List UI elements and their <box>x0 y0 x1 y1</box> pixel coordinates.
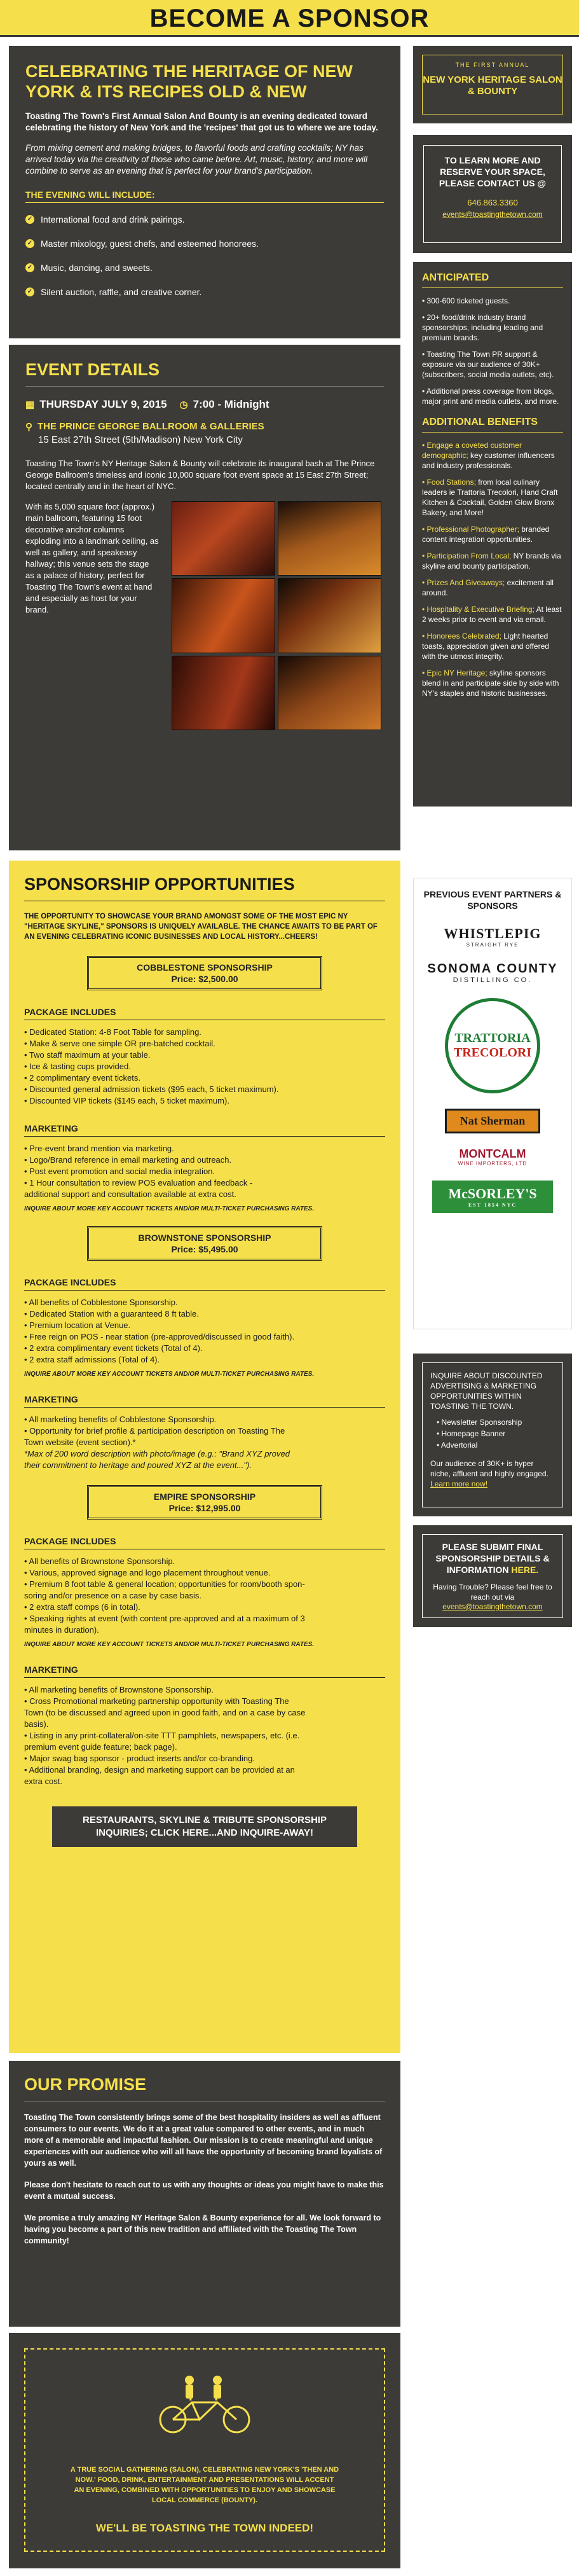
venue-row <box>25 501 384 730</box>
intro-bold-para: Toasting The Town's First Annual Salon And Bounty is an evening dedicated toward celebrating the history of New York and the 'recipes' that got us to where we are today. <box>25 111 378 132</box>
list-item: • Dedicated Station with a guaranteed 8 ft table. <box>24 1309 199 1319</box>
submit-details-box <box>413 1525 572 1627</box>
previous-partners-box <box>413 878 572 1329</box>
anticipated-heading: ANTICIPATED <box>422 272 563 288</box>
logo-title: NEW YORK HERITAGE SALON & BOUNTY <box>423 74 562 97</box>
list-item: • All marketing benefits of Cobblestone Sponsorship. <box>24 1415 217 1424</box>
promise-para: We promise a truly amazing NY Heritage Salon & Bounty experience for all. We look forward to having you become a part of this new tradition and affiliated with the Toasting The Town community! <box>24 2213 381 2245</box>
venue-photo <box>278 578 381 653</box>
list-item: • Ice & tasting cups provided. <box>24 1062 131 1071</box>
submit-text: Having Trouble? Please feel free to reach out via <box>433 1582 552 1602</box>
benefits-list <box>422 440 563 698</box>
event-logo <box>413 46 572 123</box>
venue-photo <box>172 578 275 653</box>
event-venue: ⚲ THE PRINCE GEORGE BALLROOM & GALLERIES <box>25 421 264 433</box>
learn-more-link[interactable]: Learn more now! <box>430 1479 488 1488</box>
list-item: • Premium 8 foot table & general location; opportunities for room/booth spon- <box>24 1579 305 1589</box>
list-item: • 2 extra staff comps (6 in total). <box>24 1602 140 1612</box>
list-item: • Participation From Local; NY brands via skyline and bounty participation. <box>422 551 561 571</box>
footer-box <box>24 2348 385 2552</box>
marketing-label: MARKETING <box>24 1394 385 1408</box>
list-item: • Professional Photographer; branded content integration opportunities. <box>422 525 550 544</box>
list-item: premium event guide feature; back page). <box>24 1742 177 1752</box>
event-details-heading: EVENT DETAILS <box>25 360 384 387</box>
list-item: • Pre-event brand mention via marketing. <box>24 1144 174 1153</box>
venue-photo-gallery <box>172 501 381 730</box>
list-item: • Speaking rights at event (with content pre-approved and at a maximum of 3 <box>24 1614 305 1623</box>
intro-section <box>9 46 400 338</box>
footer-tagline: WE'LL BE TOASTING THE TOWN INDEED! <box>95 2522 314 2534</box>
list-item: • Additional press coverage from blogs, major print and media outlets, and more. <box>422 387 559 406</box>
list-item: ✓ International food and drink pairings. <box>25 213 384 226</box>
list-item: • All marketing benefits of Brownstone Sponsorship. <box>24 1685 214 1694</box>
list-item: • 2 extra complimentary event tickets (Total of 4). <box>24 1343 203 1353</box>
montcalm-logo: MONTCALM WINE IMPORTERS, LTD <box>458 1147 528 1167</box>
submit-heading: PLEASE SUBMIT FINAL SPONSORSHIP DETAILS & INFORMATION HERE. <box>435 1542 550 1575</box>
list-item: ✓ Music, dancing, and sweets. <box>25 261 384 274</box>
list-item: ✓ Silent auction, raffle, and creative corner. <box>25 286 384 298</box>
sonoma-county-logo: SONOMA COUNTY DISTILLING CO. <box>427 962 558 984</box>
promise-section <box>9 2061 400 2327</box>
advertising-text: Our audience of 30K+ is hyper niche, affluent and highly engaged. Learn more now! <box>430 1459 548 1488</box>
promise-heading: OUR PROMISE <box>24 2075 385 2102</box>
list-item: • Epic NY Heritage; skyline sponsors blend in and participate side by side with NY's staples and historic businesses. <box>422 668 559 698</box>
marketing-label: MARKETING <box>24 1665 385 1678</box>
list-item: • Food Stations; from local culinary leaders ie Trattoria Trecolori, Hand Craft Kitchen & Cocktail, Golden Glow Bronx Bakery, and More! <box>422 478 558 517</box>
list-item: • Various, approved signage and logo placement throughout venue. <box>24 1568 271 1577</box>
list-item: soring and/or presence on a case by case basis. <box>24 1591 201 1600</box>
map-pin-icon: ⚲ <box>25 422 32 433</box>
list-item: • Advertorial <box>437 1441 478 1450</box>
list-item: • Newsletter Sponsorship <box>437 1418 522 1427</box>
list-item: • Additional branding, design and marketing support can be provided at an <box>24 1765 295 1775</box>
ticket-note: INQUIRE ABOUT MORE KEY ACCOUNT TICKETS AND/OR MULTI-TICKET PURCHASING RATES. <box>24 1641 315 1648</box>
submit-email-link[interactable]: events@toastingthetown.com <box>442 1602 543 1611</box>
list-item: • Free reign on POS - near station (pre-approved/discussed in good faith). <box>24 1332 295 1341</box>
list-item: • Premium location at Venue. <box>24 1320 131 1330</box>
empire-package-list <box>24 1556 385 1636</box>
page-title: BECOME A SPONSOR <box>149 4 430 32</box>
intro-heading: CELEBRATING THE HERITAGE OF NEW YORK & ITS RECIPES OLD & NEW <box>25 62 353 101</box>
sponsorship-lead: THE OPPORTUNITY TO SHOWCASE YOUR BRAND AMONGST SOME OF THE MOST EPIC NY "HERITAGE SKYLINE," SPONSORS IS UNIQUELY AVAILABLE. THE CHANCE AWAITS TO BE PART OF AN EVENING CELEBRATING ICONIC BUSINESSES AND LOCAL HISTORY...CHEERS! <box>24 913 378 941</box>
list-item: • Listing in any print-collateral/on-site TTT pamphlets, newspapers, etc. (i.e. <box>24 1731 300 1740</box>
list-item: Town website (event section).* <box>24 1437 136 1447</box>
marketing-label: MARKETING <box>24 1123 385 1137</box>
sponsorship-heading: SPONSORSHIP OPPORTUNITIES <box>24 875 385 901</box>
contact-phone[interactable]: 646.863.3360 <box>467 198 518 207</box>
page-banner <box>0 0 579 37</box>
event-date: THURSDAY JULY 9, 2015 <box>39 398 167 410</box>
nat-sherman-logo: Nat Sherman <box>445 1109 540 1133</box>
logo-top-text: THE FIRST ANNUAL <box>455 62 530 68</box>
list-item: • Discounted general admission tickets ($95 each, 5 ticket maximum). <box>24 1084 279 1094</box>
contact-email-link[interactable]: events@toastingthetown.com <box>442 210 543 219</box>
list-item: • Post event promotion and social media integration. <box>24 1167 215 1176</box>
event-time: 7:00 - Midnight <box>193 398 269 410</box>
event-address: 15 East 27th Street (5th/Madison) New York City <box>38 434 243 445</box>
advertising-list <box>430 1416 555 1451</box>
cobblestone-tier-box: COBBLESTONE SPONSORSHIP Price: $2,500.00 <box>87 956 322 990</box>
list-item: • Logo/Brand reference in email marketing and outreach. <box>24 1155 232 1165</box>
list-item: • Dedicated Station: 4-8 Foot Table for sampling. <box>24 1027 201 1037</box>
inquiry-cta-button[interactable]: RESTAURANTS, SKYLINE & TRIBUTE SPONSORSHIP INQUIRIES; CLICK HERE...AND INQUIRE-AWAY! <box>52 1806 357 1847</box>
cobblestone-marketing-list <box>24 1143 385 1200</box>
sponsorship-section <box>9 861 400 2053</box>
list-item: • Opportunity for brief profile & participation description on Toasting The <box>24 1426 285 1436</box>
list-item: • All benefits of Cobblestone Sponsorship. <box>24 1298 178 1307</box>
calendar-icon: ▦ <box>25 399 35 410</box>
event-description: Toasting The Town's NY Heritage Salon & Bounty will celebrate its inaugural bash at The Prince George Ballroom's timeless and iconic 10,000 square foot event space at 15 East 27th Street; located centrally and in the heart of NYC. <box>25 459 375 491</box>
list-item: • Make & serve one simple OR pre-batched cocktail. <box>24 1039 215 1048</box>
intro-list <box>25 213 384 298</box>
event-details-section <box>9 345 400 850</box>
list-item: Town (to be discussed and agreed upon in good faith, and on a case by case <box>24 1708 306 1717</box>
footer-section <box>9 2333 400 2568</box>
list-item: additional support and consultation available at extra cost. <box>24 1189 236 1199</box>
venue-photo <box>278 501 381 576</box>
brownstone-marketing-list <box>24 1414 385 1471</box>
submit-here-link[interactable]: HERE. <box>511 1565 539 1575</box>
clock-icon: ◷ <box>179 399 188 410</box>
benefits-heading: ADDITIONAL BENEFITS <box>422 417 563 433</box>
contact-box <box>413 135 572 253</box>
brownstone-package-list <box>24 1297 385 1366</box>
ticket-note: INQUIRE ABOUT MORE KEY ACCOUNT TICKETS AND/OR MULTI-TICKET PURCHASING RATES. <box>24 1371 315 1378</box>
list-item: • 2 extra staff admissions (Total of 4). <box>24 1355 160 1364</box>
list-item: • 2 complimentary event tickets. <box>24 1073 141 1083</box>
list-item: • Major swag bag sponsor - product inserts and/or co-branding. <box>24 1754 255 1763</box>
event-datetime <box>25 398 384 411</box>
contact-heading: TO LEARN MORE AND RESERVE YOUR SPACE, PLEASE CONTACT US @ <box>439 155 547 188</box>
brownstone-tier-box: BROWNSTONE SPONSORSHIP Price: $5,495.00 <box>87 1226 322 1261</box>
list-item: *Max of 200 word description with photo/image (e.g.: "Brand XYZ proved <box>24 1449 290 1458</box>
promise-para: Toasting The Town consistently brings some of the best hospitality insiders as well as affluent consumers to our events. We do it at a great value compared to other events, and in much more of a memorable and impactful fashion. Our mission is to create meaningful and unique experiences with our audience who will all have the opportunity of becoming brand loyalists of yours as well. <box>24 2113 383 2168</box>
trattoria-trecolori-logo: TRATTORIA TRECOLORI <box>445 998 540 1093</box>
check-icon: ✓ <box>25 263 34 272</box>
partners-heading: PREVIOUS EVENT PARTNERS & SPONSORS <box>423 889 562 911</box>
list-item: • 1 Hour consultation to review POS evaluation and feedback - <box>24 1178 253 1188</box>
intro-italic-para: From mixing cement and making bridges, to flavorful foods and crafting cocktails; NY has arrived today via the creativity of those who came before. Art, music, history, and more will combine to serve as an evening that is perfect for your brand's participation. <box>25 143 367 176</box>
list-item: • Discounted VIP tickets ($145 each, 5 ticket maximum). <box>24 1096 229 1105</box>
package-includes-label: PACKAGE INCLUDES <box>24 1007 385 1020</box>
list-item: their commitment to heritage and poured XYZ at the event..."). <box>24 1460 252 1470</box>
list-item: extra cost. <box>24 1776 62 1786</box>
venue-photo <box>172 656 275 730</box>
check-icon: ✓ <box>25 239 34 248</box>
cobblestone-package-list <box>24 1027 385 1107</box>
list-item: • Two staff maximum at your table. <box>24 1050 151 1060</box>
empire-tier-box: EMPIRE SPONSORSHIP Price: $12,995.00 <box>87 1485 322 1520</box>
advertising-box <box>413 1354 572 1516</box>
list-item: • Prizes And Giveaways; excitement all around. <box>422 578 554 597</box>
venue-description: With its 5,000 square foot (approx.) main ballroom, featuring 15 foot decorative anchor columns exploding into a landmark ceiling, as well as gallery, and speakeasy hallway; this venue sets the stage as a palace of history, perfect for Toasting The Town's event at hand and especially as host for your brand. <box>25 502 159 614</box>
anticipated-box <box>413 262 572 807</box>
anticipated-list <box>422 296 563 406</box>
list-item: basis). <box>24 1719 49 1729</box>
venue-photo <box>172 501 275 576</box>
list-item: • Toasting The Town PR support & exposure via our audience of 30K+ (subscribers, social media outlets, etc). <box>422 350 554 379</box>
list-item: minutes in duration). <box>24 1625 99 1635</box>
promise-para: Please don't hesitate to reach out to us with any thoughts or ideas you might have to make this event a mutual success. <box>24 2180 384 2201</box>
list-item: • Honorees Celebrated; Light hearted toasts, appreciation given and offered with the utmost integrity. <box>422 632 549 661</box>
list-item: ✓ Master mixology, guest chefs, and esteemed honorees. <box>25 237 384 250</box>
check-icon: ✓ <box>25 215 34 224</box>
mcsorleys-logo: McSORLEY'S EST 1854 NYC <box>432 1181 553 1213</box>
list-item: • Homepage Banner <box>437 1429 506 1438</box>
package-includes-label: PACKAGE INCLUDES <box>24 1277 385 1291</box>
list-item: • 300-600 ticketed guests. <box>422 296 510 305</box>
list-item: • 20+ food/drink industry brand sponsorships, including leading and premium brands. <box>422 313 543 342</box>
list-item: • All benefits of Brownstone Sponsorship. <box>24 1556 175 1566</box>
package-includes-label: PACKAGE INCLUDES <box>24 1536 385 1549</box>
advertising-heading: INQUIRE ABOUT DISCOUNTED ADVERTISING & MARKETING OPPORTUNITIES WITHIN TOASTING THE TOWN. <box>430 1371 543 1411</box>
intro-subheading: THE EVENING WILL INCLUDE: <box>25 190 384 203</box>
list-item: • Engage a coveted customer demographic; key customer influencers and industry professionals. <box>422 441 555 470</box>
check-icon: ✓ <box>25 287 34 296</box>
empire-marketing-list <box>24 1684 385 1787</box>
footer-text: A TRUE SOCIAL GATHERING (SALON), CELEBRATING NEW YORK'S 'THEN AND NOW.' FOOD, DRINK, ENTERTAINMENT AND PRESENTATIONS WILL ACCENT AN EVENING, COMBINED WITH OPPORTUNITIES TO ENJOY AND SHOWCASE LOCAL COMMERCE (BOUNTY). <box>70 2466 339 2504</box>
whistlepig-logo: WHISTLEPIG STRAIGHT RYE <box>444 925 542 948</box>
tandem-bicycle-icon <box>154 2367 255 2437</box>
list-item: • Cross Promotional marketing partnership opportunity with Toasting The <box>24 1696 289 1706</box>
ticket-note: INQUIRE ABOUT MORE KEY ACCOUNT TICKETS AND/OR MULTI-TICKET PURCHASING RATES. <box>24 1205 315 1212</box>
venue-photo <box>278 656 381 730</box>
list-item: • Hospitality & Executive Briefing; At least 2 weeks prior to event and via email. <box>422 605 562 624</box>
